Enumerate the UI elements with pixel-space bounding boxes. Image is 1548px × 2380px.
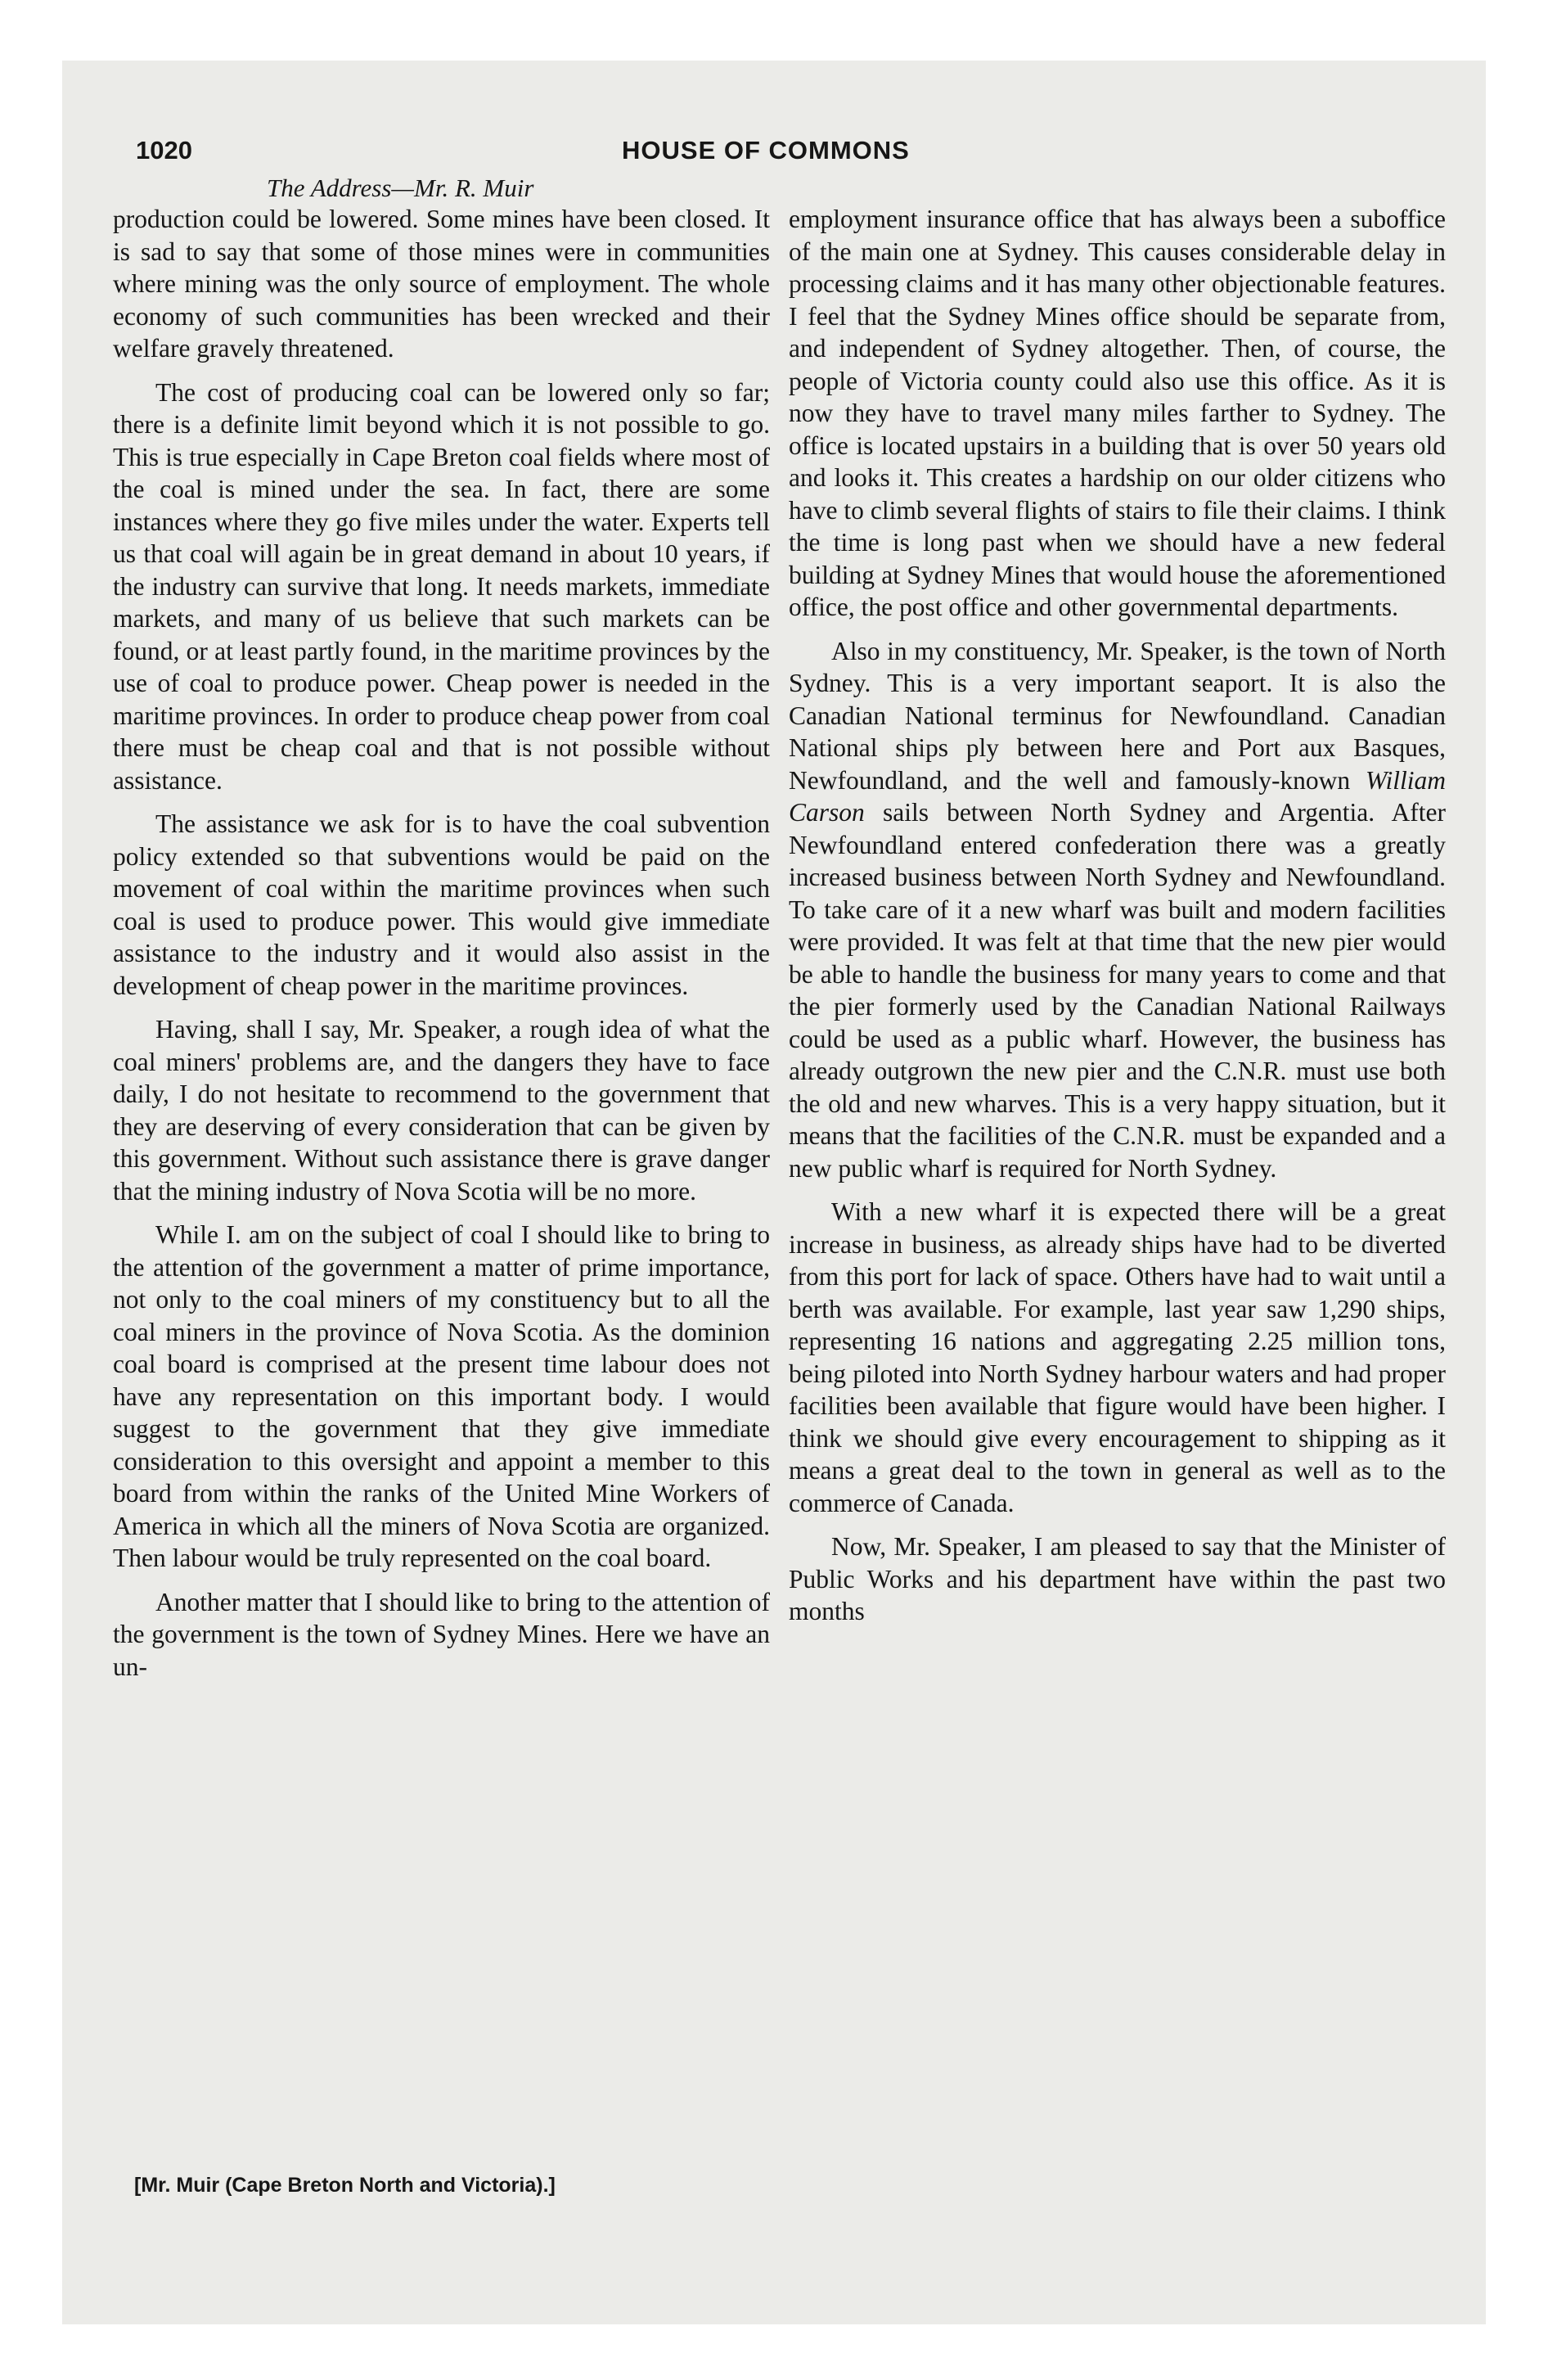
- speaker-footnote: [Mr. Muir (Cape Breton North and Victoria).]: [134, 2174, 556, 2197]
- right-paragraph-4: Now, Mr. Speaker, I am pleased to say that the Minister of Public Works and his department have within the past two months: [789, 1532, 1446, 1625]
- left-paragraph-6: Another matter that I should like to bring to the attention of the government is the town of Sydney Mines. Here we have an un-: [113, 1587, 770, 1681]
- right-paragraph-3: With a new wharf it is expected there will be a great increase in business, as already ships have had to be diverted from this port for lack of space. Others have had to wait until a berth was available. For example, last year saw 1,290 ships, representing 16 nations and aggregating 2.25 million tons, being piloted into North Sydney harbour waters and had proper facilities been available that figure would have been higher. I think we should give every encouragement to shipping as it means a great deal to the town in general as well as to the commerce of Canada.: [789, 1197, 1446, 1517]
- left-paragraph-3: The assistance we ask for is to have the coal subvention policy extended so that subventions would be paid on the movement of coal within the maritime provinces when such coal is used to produce power. This would give immediate assistance to the industry and it would also assist in the development of cheap power in the maritime provinces.: [113, 809, 770, 1000]
- left-paragraph-4: Having, shall I say, Mr. Speaker, a rough idea of what the coal miners' problems are, and the dangers they have to face daily, I do not hesitate to recommend to the government that they are deserving of every consideration that can be given by this government. Without such assistance there is grave danger that the mining industry of Nova Scotia will be no more.: [113, 1015, 770, 1206]
- right-paragraph-2: [789, 635, 1446, 1185]
- document-page: [62, 61, 1486, 2324]
- left-paragraph-5: While I. am on the subject of coal I should like to bring to the attention of the government a matter of prime importance, not only to the coal miners of my constituency but to all the coal miners in the province of Nova Scotia. As the dominion coal board is comprised at the present time labour does not have any representation on this important body. I would suggest to the government that they give immediate consideration to this oversight and appoint a member to this board from within the ranks of the United Mine Workers of America in which all the miners of Nova Scotia are organized. Then labour would be truly represented on the coal board.: [113, 1220, 770, 1572]
- left-paragraph-1: production could be lowered. Some mines have been closed. It is sad to say that some of those mines were in communities where mining was the only source of employment. The whole economy of such communities has been wrecked and their welfare gravely threatened.: [113, 205, 770, 363]
- right-paragraph-2-start: Also in my constituency, Mr. Speaker, is the town of North Sydney. This is a very important seaport. It is also the Canadian National terminus for Newfoundland. Canadian National ships ply between here and Port aux Basques, Newfoundland, and the well and famously-known: [789, 636, 1446, 795]
- running-head: HOUSE OF COMMONS: [622, 136, 910, 165]
- right-paragraph-1: employment insurance office that has always been a suboffice of the main one at Sydney. This causes considerable delay in processing claims and it has many other objectionable features. I feel that the Sydney Mines office should be separate from, and independent of Sydney altogether. Then, of course, the people of Victoria county could also use this office. As it is now they have to travel many miles farther to Sydney. The office is located upstairs in a building that is over 50 years old and looks it. This creates a hardship on our older citizens who have to climb several flights of stairs to file their claims. I think the time is long past when we should have a new federal building at Sydney Mines that would house the aforementioned office, the post office and other governmental departments.: [789, 205, 1446, 621]
- left-column: [113, 203, 770, 1683]
- right-paragraph-2-end: sails between North Sydney and Argentia. After Newfoundland entered confederation there was a greatly increased business between North Sydney and Newfoundland. To take care of it a new wharf was built and modern facilities were provided. It was felt at that time that the new pier would be able to handle the business for many years to come and that the pier formerly used by the Canadian National Railways could be used as a public wharf. However, the business has already outgrown the new pier and the C.N.R. must use both the old and new wharves. This is a very happy situation, but it means that the facilities of the C.N.R. must be expanded and a new public wharf is required for North Sydney.: [789, 798, 1446, 1183]
- ship-name: William Carson: [789, 765, 1446, 827]
- right-column: [789, 203, 1446, 1639]
- left-paragraph-2: The cost of producing coal can be lowered only so far; there is a definite limit beyond which it is not possible to go. This is true especially in Cape Breton coal fields where most of the coal is mined under the sea. In fact, there are some instances where they go five miles under the water. Experts tell us that coal will again be in great demand in about 10 years, if the industry can survive that long. It needs markets, immediate markets, and many of us believe that such markets can be found, or at least partly found, in the maritime provinces by the use of coal to produce power. Cheap power is needed in the maritime provinces. In order to produce cheap power from coal there must be cheap coal and that is not possible without assistance.: [113, 377, 770, 795]
- page-subhead: The Address—Mr. R. Muir: [267, 174, 534, 202]
- page-number: 1020: [136, 136, 192, 165]
